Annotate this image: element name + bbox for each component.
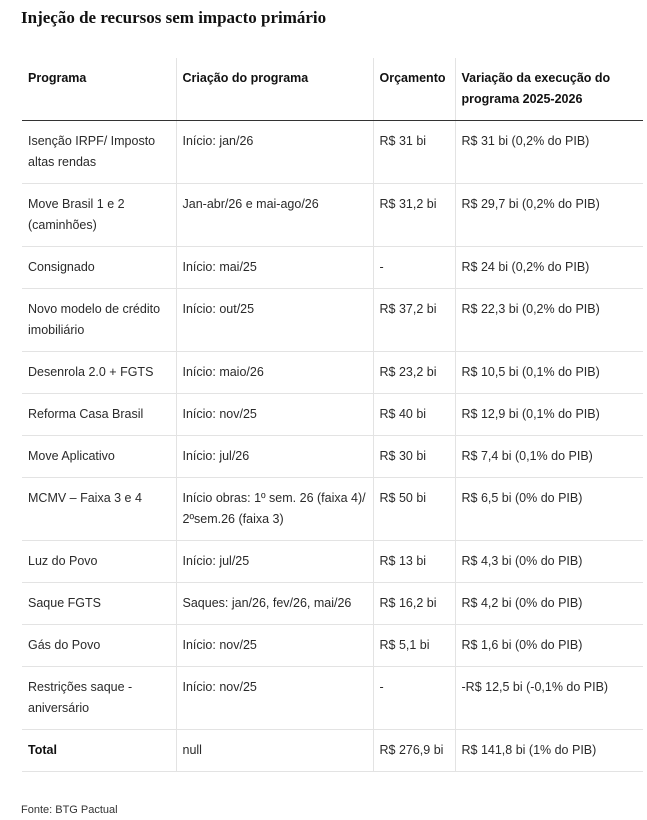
cell-variacao: R$ 7,4 bi (0,1% do PIB) — [455, 436, 643, 478]
cell-orcamento: R$ 31 bi — [373, 121, 455, 184]
cell-programa: MCMV – Faixa 3 e 4 — [22, 478, 176, 541]
cell-criacao: Saques: jan/26, fev/26, mai/26 — [176, 583, 373, 625]
cell-orcamento: R$ 5,1 bi — [373, 625, 455, 667]
header-programa: Programa — [22, 58, 176, 121]
cell-orcamento: R$ 31,2 bi — [373, 184, 455, 247]
table-total-row — [22, 730, 643, 772]
cell-criacao: Início: nov/25 — [176, 667, 373, 730]
cell-criacao: Início: maio/26 — [176, 352, 373, 394]
table-row — [22, 289, 643, 352]
table-row — [22, 436, 643, 478]
cell-variacao: -R$ 12,5 bi (-0,1% do PIB) — [455, 667, 643, 730]
cell-variacao: R$ 29,7 bi (0,2% do PIB) — [455, 184, 643, 247]
header-variacao: Variação da execução do programa 2025-2026 — [455, 58, 643, 121]
cell-variacao: R$ 10,5 bi (0,1% do PIB) — [455, 352, 643, 394]
cell-criacao: Início: nov/25 — [176, 625, 373, 667]
programs-table — [22, 58, 643, 772]
table-row — [22, 352, 643, 394]
cell-criacao: null — [176, 730, 373, 772]
cell-orcamento: R$ 276,9 bi — [373, 730, 455, 772]
table-header-row — [22, 58, 643, 121]
cell-variacao: R$ 24 bi (0,2% do PIB) — [455, 247, 643, 289]
table-row — [22, 667, 643, 730]
cell-orcamento: R$ 37,2 bi — [373, 289, 455, 352]
table-row — [22, 394, 643, 436]
cell-variacao: R$ 1,6 bi (0% do PIB) — [455, 625, 643, 667]
cell-variacao: R$ 141,8 bi (1% do PIB) — [455, 730, 643, 772]
cell-criacao: Início: jan/26 — [176, 121, 373, 184]
cell-programa: Consignado — [22, 247, 176, 289]
cell-variacao: R$ 6,5 bi (0% do PIB) — [455, 478, 643, 541]
cell-variacao: R$ 4,2 bi (0% do PIB) — [455, 583, 643, 625]
cell-criacao: Início: out/25 — [176, 289, 373, 352]
table-row — [22, 478, 643, 541]
cell-criacao: Início: mai/25 — [176, 247, 373, 289]
source-note: Fonte: BTG Pactual — [21, 804, 118, 816]
cell-programa: Total — [22, 730, 176, 772]
cell-criacao: Início: jul/26 — [176, 436, 373, 478]
cell-variacao: R$ 31 bi (0,2% do PIB) — [455, 121, 643, 184]
cell-programa: Luz do Povo — [22, 541, 176, 583]
cell-programa: Saque FGTS — [22, 583, 176, 625]
table-row — [22, 121, 643, 184]
cell-orcamento: R$ 13 bi — [373, 541, 455, 583]
table-row — [22, 625, 643, 667]
cell-orcamento: - — [373, 247, 455, 289]
table-row — [22, 247, 643, 289]
cell-variacao: R$ 22,3 bi (0,2% do PIB) — [455, 289, 643, 352]
cell-programa: Isenção IRPF/ Imposto altas rendas — [22, 121, 176, 184]
cell-orcamento: R$ 50 bi — [373, 478, 455, 541]
cell-orcamento: R$ 16,2 bi — [373, 583, 455, 625]
cell-orcamento: R$ 23,2 bi — [373, 352, 455, 394]
cell-orcamento: R$ 40 bi — [373, 394, 455, 436]
cell-criacao: Início: nov/25 — [176, 394, 373, 436]
cell-programa: Move Aplicativo — [22, 436, 176, 478]
cell-variacao: R$ 4,3 bi (0% do PIB) — [455, 541, 643, 583]
table-row — [22, 541, 643, 583]
cell-orcamento: R$ 30 bi — [373, 436, 455, 478]
cell-programa: Desenrola 2.0 + FGTS — [22, 352, 176, 394]
cell-criacao: Jan-abr/26 e mai-ago/26 — [176, 184, 373, 247]
cell-criacao: Início: jul/25 — [176, 541, 373, 583]
cell-programa: Novo modelo de crédito imobiliário — [22, 289, 176, 352]
header-criacao: Criação do programa — [176, 58, 373, 121]
header-orcamento: Orçamento — [373, 58, 455, 121]
page-title: Injeção de recursos sem impacto primário — [21, 8, 327, 27]
cell-variacao: R$ 12,9 bi (0,1% do PIB) — [455, 394, 643, 436]
cell-programa: Gás do Povo — [22, 625, 176, 667]
table-row — [22, 583, 643, 625]
cell-programa: Move Brasil 1 e 2 (caminhões) — [22, 184, 176, 247]
cell-criacao: Início obras: 1º sem. 26 (faixa 4)/ 2ºsem.26 (faixa 3) — [176, 478, 373, 541]
cell-orcamento: - — [373, 667, 455, 730]
cell-programa: Restrições saque - aniversário — [22, 667, 176, 730]
table-row — [22, 184, 643, 247]
cell-programa: Reforma Casa Brasil — [22, 394, 176, 436]
